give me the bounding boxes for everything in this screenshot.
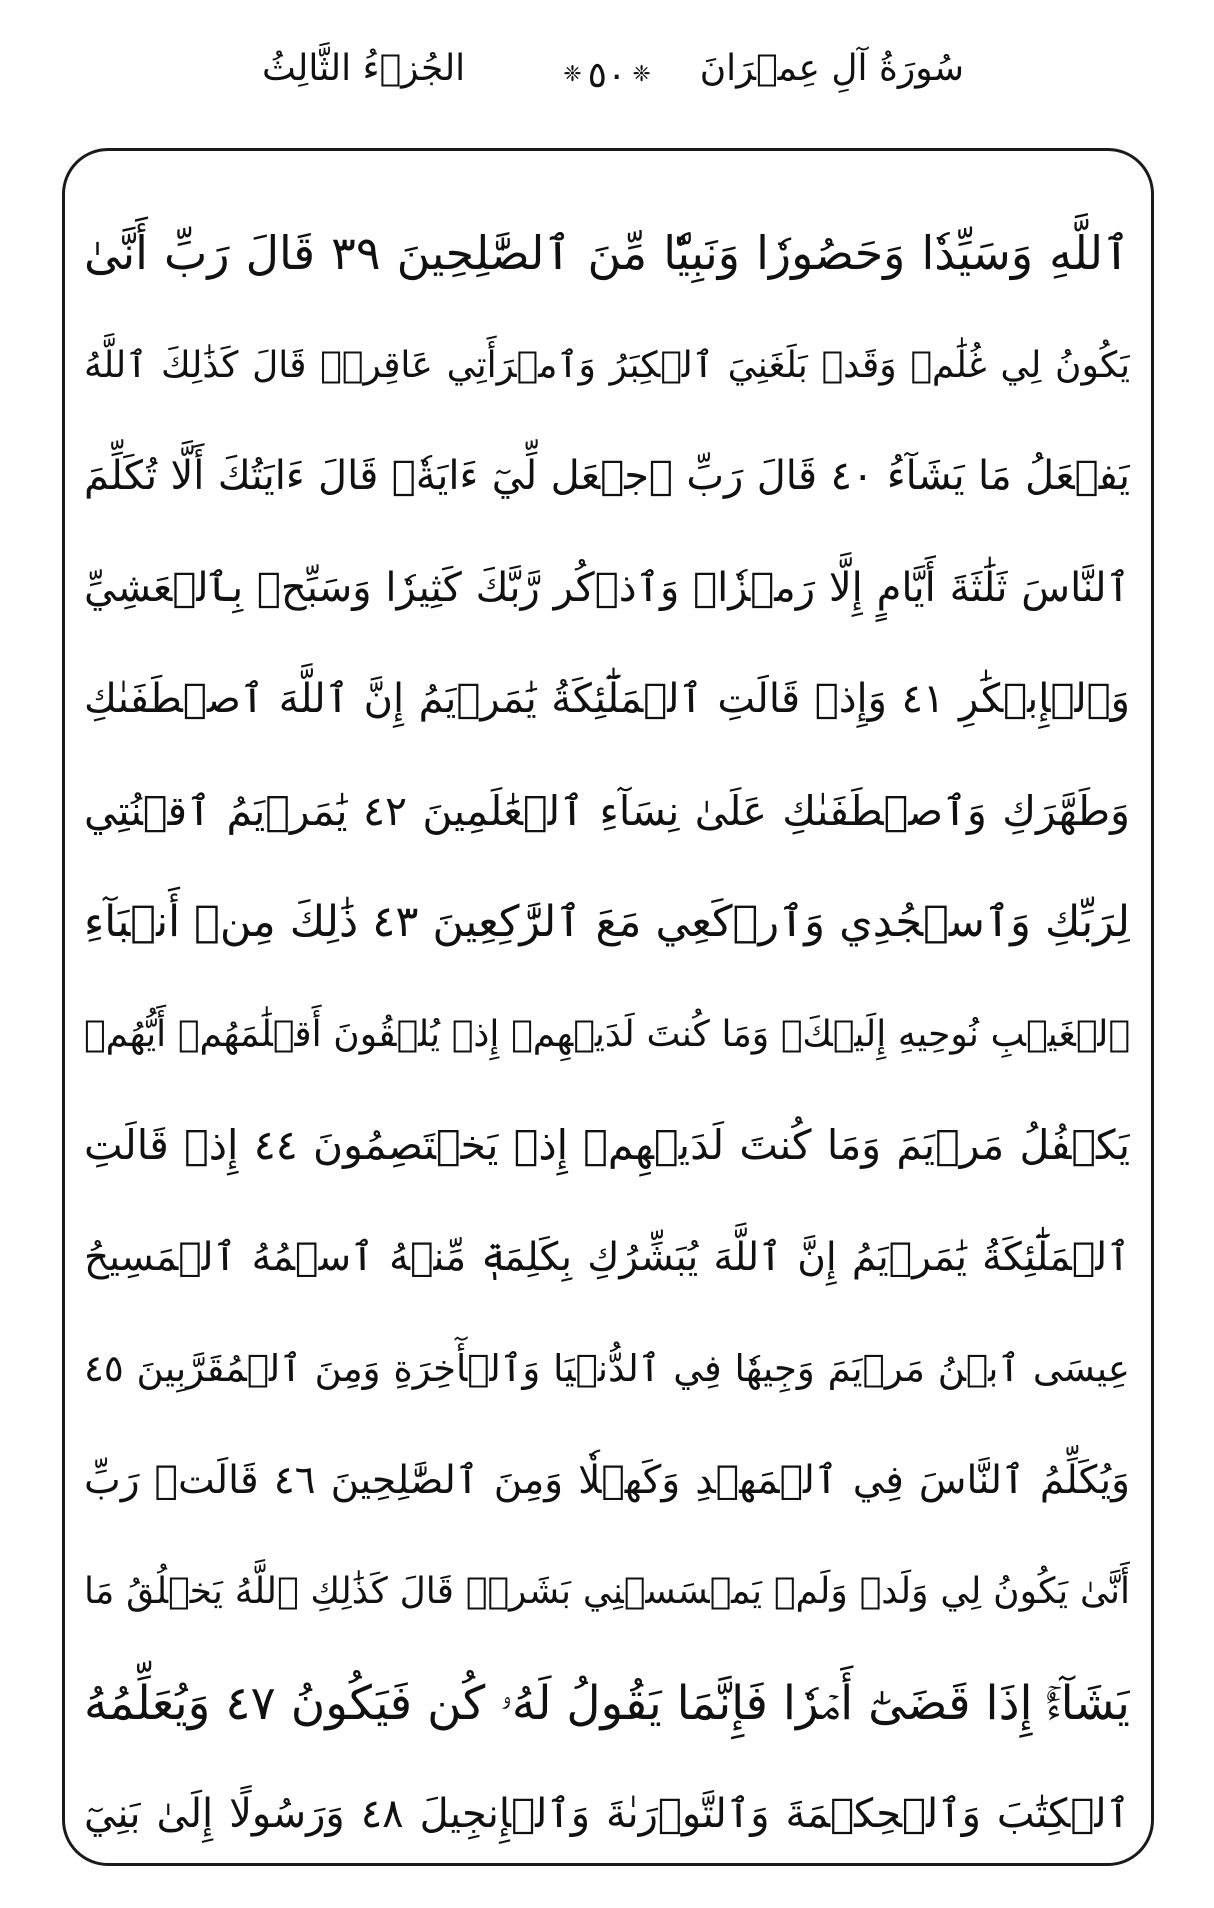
text-line: ٱلنَّاسَ ثَلَٰثَةَ أَيَّامٍ إِلَّا رَمۡزٗاۗ وَٱذۡكُر رَّبَّكَ كَثِيرٗا وَسَبِّحۡ بِٱلۡعَشِيِّ xyxy=(84,564,1130,611)
text-line: عِيسَى ٱبۡنُ مَرۡيَمَ وَجِيهٗا فِي ٱلدُّنۡيَا وَٱلۡأٓخِرَةِ وَمِنَ ٱلۡمُقَرَّبِينَ ٤٥ xyxy=(84,1347,1130,1390)
text-line: لِرَبِّكِ وَٱسۡجُدِي وَٱرۡكَعِي مَعَ ٱلرَّٰكِعِينَ ٤٣ ذَٰلِكَ مِنۡ أَنۢبَآءِ xyxy=(84,897,1130,947)
text-line: وَيُكَلِّمُ ٱلنَّاسَ فِي ٱلۡمَهۡدِ وَكَهۡلٗا وَمِنَ ٱلصَّٰلِحِينَ ٤٦ قَالَتۡ رَبِّ xyxy=(84,1457,1130,1503)
text-line: يَكُونُ لِي غُلَٰمٞ وَقَدۡ بَلَغَنِيَ ٱلۡكِبَرُ وَٱمۡرَأَتِي عَاقِرٞۖ قَالَ كَذَٰلِكَ ٱللَّهُ xyxy=(84,344,1130,386)
page-header xyxy=(0,40,1214,110)
page-number: ٥٠ xyxy=(587,54,627,96)
text-line: يَفۡعَلُ مَا يَشَآءُ ٤٠ قَالَ رَبِّ ٱجۡعَل لِّيٓ ءَايَةٗۖ قَالَ ءَايَتُكَ أَلَّا تُكَلِّمَ xyxy=(84,453,1130,499)
page-number-badge xyxy=(557,40,657,110)
text-line: ٱلۡمَلَٰٓئِكَةُ يَٰمَرۡيَمُ إِنَّ ٱللَّهَ يُبَشِّرُكِ بِكَلِمَةٖ مِّنۡهُ ٱسۡمُهُ ٱلۡمَسِيحُ xyxy=(84,1234,1130,1280)
text-line: وَٱلۡإِبۡكَٰرِ ٤١ وَإِذۡ قَالَتِ ٱلۡمَلَٰٓئِكَةُ يَٰمَرۡيَمُ إِنَّ ٱللَّهَ ٱصۡطَفَىٰكِ xyxy=(84,676,1130,722)
text-line: يَشَآءُۚ إِذَا قَضَىٰٓ أَمۡرٗا فَإِنَّمَا يَقُولُ لَهُۥ كُن فَيَكُونُ ٤٧ وَيُعَلِّمُهُ xyxy=(84,1675,1130,1731)
text-line: ٱلۡغَيۡبِ نُوحِيهِ إِلَيۡكَۚ وَمَا كُنتَ لَدَيۡهِمۡ إِذۡ يُلۡقُونَ أَقۡلَٰمَهُمۡ أَيُّهُمۡ xyxy=(84,1013,1130,1055)
quran-text xyxy=(84,198,1130,1871)
text-line: ٱللَّهِ وَسَيِّدٗا وَحَصُورٗا وَنَبِيّٗا مِّنَ ٱلصَّٰلِحِينَ ٣٩ قَالَ رَبِّ أَنَّىٰ xyxy=(84,226,1130,280)
text-line: ٱلۡكِتَٰبَ وَٱلۡحِكۡمَةَ وَٱلتَّوۡرَىٰةَ وَٱلۡإِنجِيلَ ٤٨ وَرَسُولًا إِلَىٰ بَنِيٓ xyxy=(84,1791,1130,1837)
text-line: أَنَّىٰ يَكُونُ لِي وَلَدٞ وَلَمۡ يَمۡسَسۡنِي بَشَرٞۖ قَالَ كَذَٰلِكِ ٱللَّهُ يَخۡلُقُ مَا xyxy=(84,1571,1130,1612)
text-line: يَكۡفُلُ مَرۡيَمَ وَمَا كُنتَ لَدَيۡهِمۡ إِذۡ يَخۡتَصِمُونَ ٤٤ إِذۡ قَالَتِ xyxy=(84,1121,1130,1169)
surah-name: سُورَةُ آلِ عِمۡرَانَ xyxy=(699,48,964,89)
text-line: وَطَهَّرَكِ وَٱصۡطَفَىٰكِ عَلَىٰ نِسَآءِ ٱلۡعَٰلَمِينَ ٤٢ يَٰمَرۡيَمُ ٱقۡنُتِي xyxy=(84,786,1130,835)
ornament-icon: ❈ xyxy=(632,62,651,87)
juz-name: الجُزۡءُ الثَّالِثُ xyxy=(262,48,466,89)
ornament-icon: ❈ xyxy=(563,62,582,87)
